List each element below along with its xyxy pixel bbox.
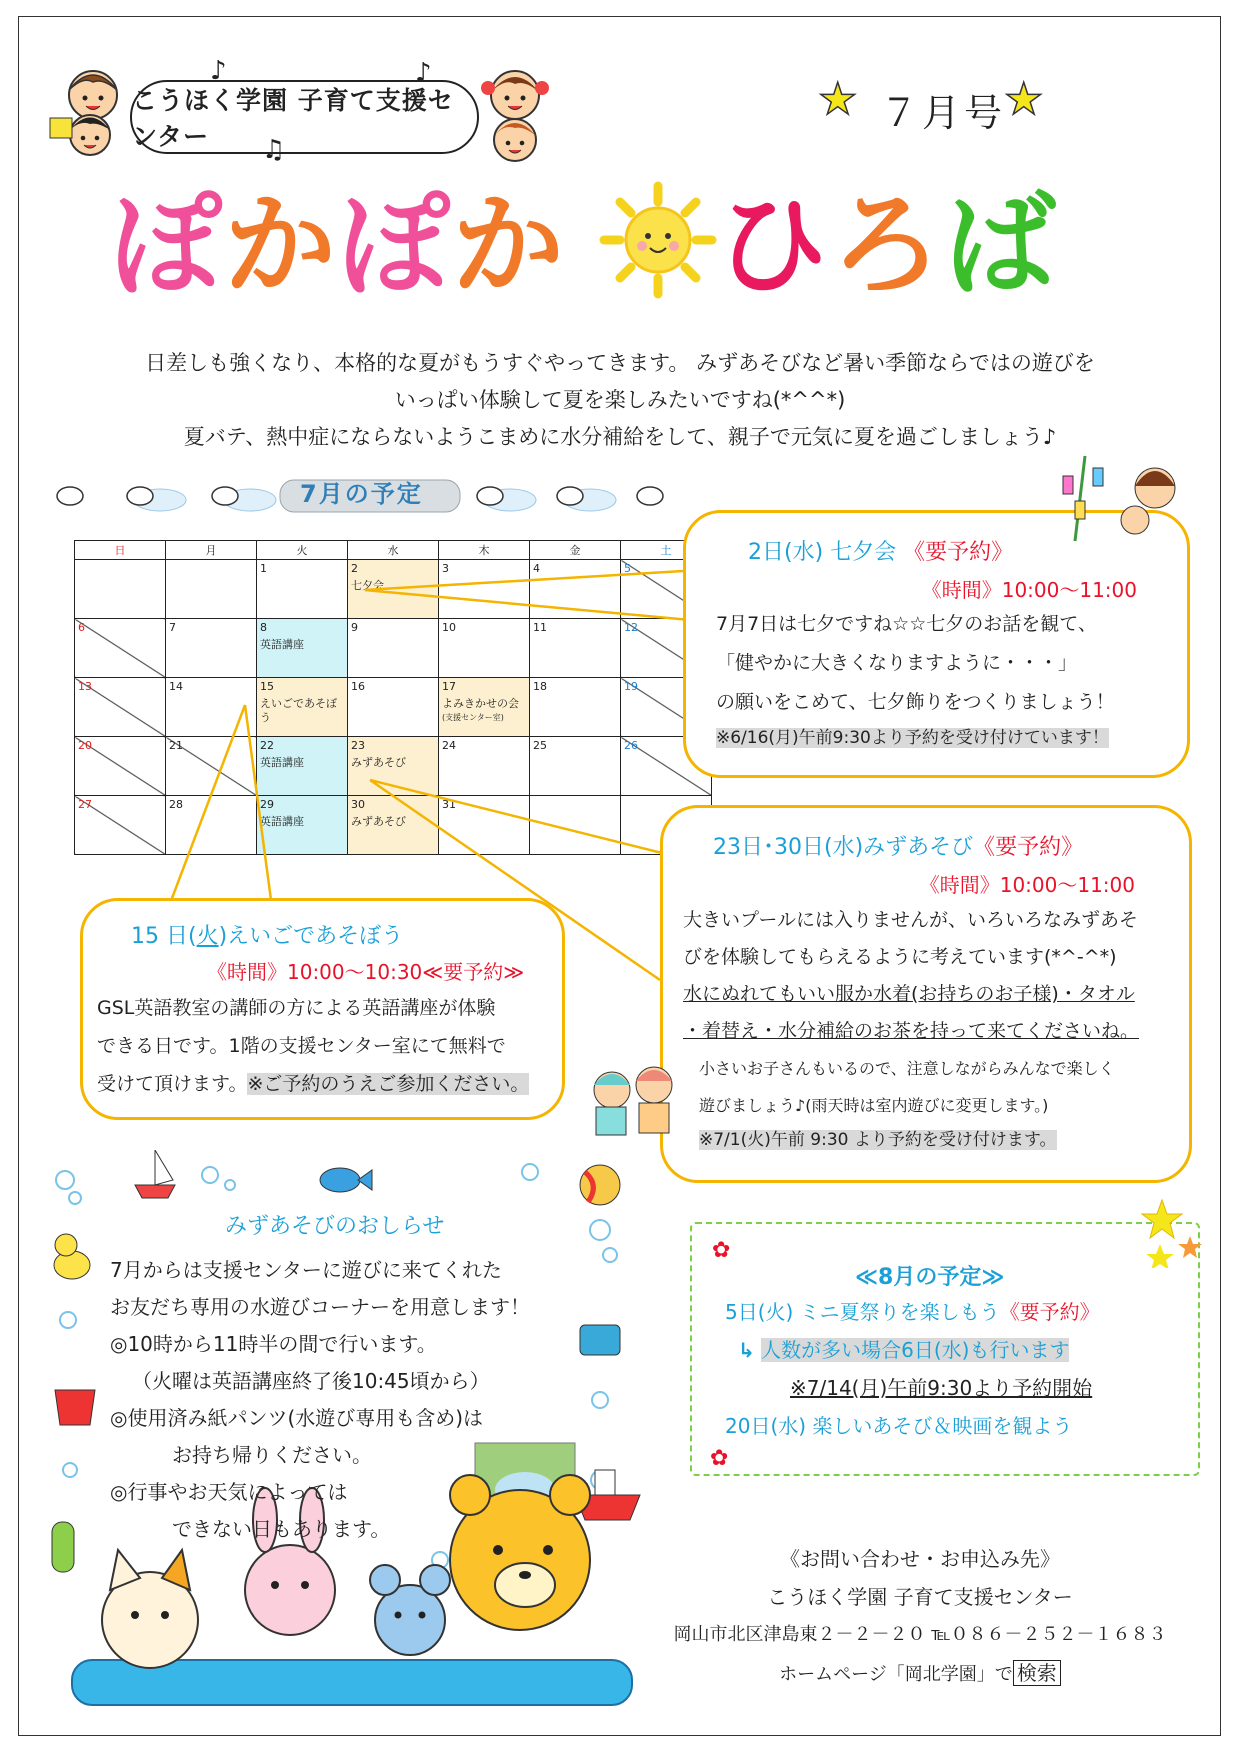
flower-icon: ✿ <box>710 1446 729 1471</box>
music-note-icon: ♪ <box>210 56 227 86</box>
day-event: よみきかせの会 <box>442 697 519 710</box>
day-number: 16 <box>351 680 365 693</box>
calendar-day-cell <box>530 560 621 619</box>
weekday-header: 金 <box>530 541 621 560</box>
calendar-day-cell <box>75 678 166 737</box>
day-event-sub: (支援センター室) <box>442 713 504 722</box>
weekday-header: 火 <box>257 541 348 560</box>
calendar-day-cell <box>439 737 530 796</box>
day-number: 21 <box>169 739 183 752</box>
calendar-day-cell <box>348 737 439 796</box>
homepage-text: ホームページ「岡北学園」で <box>779 1664 1013 1685</box>
weekday-header: 水 <box>348 541 439 560</box>
day-number: 23 <box>351 739 365 752</box>
star-icon: ★ <box>1004 74 1044 125</box>
calendar-day-cell <box>166 619 257 678</box>
calendar-day-cell <box>166 796 257 855</box>
calendar-day-cell <box>439 678 530 737</box>
calendar-day-cell <box>348 796 439 855</box>
day-number: 14 <box>169 680 183 693</box>
day-number: 26 <box>624 739 638 752</box>
day-number: 6 <box>78 621 85 634</box>
august-title: ≪8月の予定≫ <box>855 1265 1005 1290</box>
day-number: 19 <box>624 680 638 693</box>
day-event: みずあそび <box>351 815 406 828</box>
weekday-row <box>75 541 712 560</box>
turn-arrow-icon: ↳ <box>738 1338 755 1362</box>
calendar-body <box>75 560 712 855</box>
calendar-day-cell <box>166 560 257 619</box>
contact-org: こうほく学園 子育て支援センター <box>767 1585 1073 1609</box>
day-number: 27 <box>78 798 92 811</box>
english-note: ※ご予約のうえご参加ください。 <box>247 1073 530 1095</box>
tanabata-desc: 7月7日は七夕ですね☆☆七夕のお話を観て、 <box>716 613 1097 635</box>
tanabata-desc: 「健やかに大きくなりますように・・・」 <box>716 652 1078 674</box>
day-event: 英語講座 <box>260 756 304 769</box>
english-title-post: )えいごであそぼう <box>218 924 404 949</box>
english-event-box <box>80 898 565 1120</box>
english-time: 《時間》10:00～10:30 <box>207 960 423 984</box>
calendar-day-cell <box>348 560 439 619</box>
day-number: 29 <box>260 798 274 811</box>
day-number: 1 <box>260 562 267 575</box>
day-number: 2 <box>351 562 358 575</box>
calendar-week-row <box>75 678 712 737</box>
tanabata-event-box <box>683 510 1190 778</box>
calendar-day-cell <box>257 560 348 619</box>
calendar-day-cell <box>257 796 348 855</box>
day-number: 4 <box>533 562 540 575</box>
org-name: こうほく学園 子育て支援センター <box>132 86 454 151</box>
day-number: 8 <box>260 621 267 634</box>
title-char: ろ <box>830 181 944 311</box>
day-number: 31 <box>442 798 456 811</box>
august-item-1-text: 5日(火) ミニ夏祭りを楽しもう <box>725 1300 1000 1324</box>
calendar-day-cell <box>530 737 621 796</box>
water-time: 《時間》10:00～11:00 <box>919 873 1135 897</box>
org-name-bubble <box>130 80 479 154</box>
day-number: 7 <box>169 621 176 634</box>
english-title-pre: 15 日( <box>131 924 197 949</box>
calendar-day-cell <box>439 619 530 678</box>
august-item-1-sub-text: 人数が多い場合6日(水)も行います <box>761 1338 1070 1362</box>
day-number: 3 <box>442 562 449 575</box>
calendar-day-cell <box>75 796 166 855</box>
calendar-day-cell <box>257 619 348 678</box>
calendar-day-cell <box>75 619 166 678</box>
title-char: ぽ <box>110 181 224 311</box>
water-desc: 遊びましょう♪(雨天時は室内遊びに変更します。) <box>699 1096 1049 1115</box>
calendar-day-cell <box>257 678 348 737</box>
calendar-day-cell <box>439 560 530 619</box>
day-number: 17 <box>442 680 456 693</box>
contact-homepage <box>640 1654 1200 1694</box>
day-number: 13 <box>78 680 92 693</box>
calendar-week-row <box>75 619 712 678</box>
tanabata-title: 2日(水) 七夕会 <box>748 540 897 565</box>
weekday-header: 月 <box>166 541 257 560</box>
day-number: 20 <box>78 739 92 752</box>
tanabata-note: ※6/16(月)午前9:30より予約を受け付けています！ <box>716 728 1109 748</box>
title-char: ぽ <box>338 181 452 311</box>
day-event: えいごであそぼう <box>260 697 337 724</box>
title-char: ひ <box>716 181 830 311</box>
day-event: みずあそび <box>351 756 406 769</box>
day-number: 11 <box>533 621 547 634</box>
pool-notice-line: 7月からは支援センターに遊びに来てくれた <box>110 1258 502 1282</box>
english-desc: できる日です。1階の支援センター室にて無料で <box>97 1035 506 1057</box>
august-item-1-sub <box>738 1334 1069 1363</box>
intro-text <box>60 345 1180 456</box>
pool-notice-line: お友だち専用の水遊びコーナーを用意します！ <box>110 1295 530 1319</box>
tanabata-time: 《時間》10:00～11:00 <box>921 578 1137 602</box>
water-title: 23日･30日(水)みずあそび <box>713 835 974 860</box>
intro-line: 夏バテ、熱中症にならないようこまめに水分補給をして、親子で元気に夏を過ごしましょう♪ <box>183 425 1057 449</box>
water-note: ※7/1(火)午前 9:30 より予約を受け付けます。 <box>699 1130 1057 1150</box>
weekday-header: 土 <box>621 541 712 560</box>
issue-label: ７月号 <box>880 91 1007 135</box>
calendar-day-cell <box>75 560 166 619</box>
calendar-week-row <box>75 796 712 855</box>
music-note-icon: ♪ <box>415 58 432 88</box>
calendar-week-row <box>75 737 712 796</box>
english-reserve: ≪要予約≫ <box>422 960 525 984</box>
tanabata-illustration <box>1045 446 1185 546</box>
water-reserve: 《要予約》 <box>973 835 1084 860</box>
water-desc: 小さいお子さんもいるので、注意しながらみんなで楽しく <box>699 1059 1115 1078</box>
weekday-header: 日 <box>75 541 166 560</box>
contact-address: 岡山市北区津島東２－２－２０ ℡０８６－２５２－１６８３ <box>673 1624 1167 1645</box>
english-desc: 受けて頂けます。 <box>97 1073 248 1095</box>
contact-info <box>640 1540 1200 1694</box>
day-number: 9 <box>351 621 358 634</box>
day-number: 15 <box>260 680 274 693</box>
tanabata-desc: の願いをこめて、七夕飾りをつくりましょう！ <box>716 691 1115 713</box>
title-char: か <box>224 181 338 311</box>
day-number: 12 <box>624 621 638 634</box>
calendar-day-cell <box>257 737 348 796</box>
flower-icon: ✿ <box>712 1238 731 1263</box>
title-char: ば <box>944 181 1058 311</box>
english-title-day: 火 <box>196 924 219 949</box>
water-play-event-box <box>660 805 1192 1183</box>
pool-notice-line: ◎10時から11時半の間で行います。 <box>110 1332 437 1356</box>
pool-notice-body <box>110 1252 530 1548</box>
day-number: 18 <box>533 680 547 693</box>
calendar-day-cell <box>530 796 621 855</box>
calendar-day-cell <box>348 678 439 737</box>
day-number: 25 <box>533 739 547 752</box>
day-number: 10 <box>442 621 456 634</box>
calendar-day-cell <box>530 678 621 737</box>
day-number: 28 <box>169 798 183 811</box>
pool-notice-title: みずあそびのおしらせ <box>225 1214 445 1239</box>
calendar-day-cell <box>75 737 166 796</box>
newsletter-title <box>110 181 1058 311</box>
weekday-header: 木 <box>439 541 530 560</box>
kids-water-illustration <box>584 1055 684 1145</box>
day-event: 英語講座 <box>260 638 304 651</box>
day-event: 七夕会 <box>351 579 384 592</box>
water-desc: ・着替え・水分補給のお茶を持って来てくださいね。 <box>683 1020 1140 1042</box>
search-button[interactable]: 検索 <box>1013 1660 1061 1686</box>
sun-icon <box>598 180 718 300</box>
calendar-day-cell <box>166 737 257 796</box>
august-item-1-reserve: 《要予約》 <box>999 1300 1100 1324</box>
calendar-day-cell <box>439 796 530 855</box>
water-title-line <box>713 830 1175 861</box>
pool-notice-line: できない日もあります。 <box>172 1517 391 1541</box>
water-desc: 水にぬれてもいい服か水着(お持ちのお子様)・タオル <box>683 983 1135 1005</box>
august-item-2: 20日(水) 楽しいあそび＆映画を観よう <box>725 1414 1073 1438</box>
kids-left-illustration <box>48 60 138 160</box>
pool-notice-line: ◎行事やお天気によっては <box>110 1480 348 1504</box>
day-number: 5 <box>624 562 631 575</box>
kids-right-illustration <box>470 60 560 170</box>
english-desc: GSL英語教室の講師の方による英語講座が体験 <box>97 997 496 1019</box>
music-note-icon: ♫ <box>262 135 286 165</box>
star-icon: ★ <box>818 74 858 125</box>
day-number: 22 <box>260 739 274 752</box>
calendar-day-cell <box>530 619 621 678</box>
july-calendar <box>74 540 712 855</box>
water-desc: びを体験してもらえるように考えています(*^-^*) <box>683 946 1117 968</box>
contact-heading: 《お問い合わせ・お申込み先》 <box>780 1547 1060 1571</box>
pool-notice-line: （火曜は英語講座終了後10:45頃から） <box>132 1369 490 1393</box>
pool-notice-line: お持ち帰りください。 <box>172 1443 372 1467</box>
pool-notice-line: ◎使用済み紙パンツ(水遊び専用も含め)は <box>110 1406 484 1430</box>
english-desc-last <box>97 1065 548 1103</box>
intro-line: いっぱい体験して夏を楽しみたいですね(*^^*) <box>394 388 846 412</box>
august-item-1-note: ※7/14(月)午前9:30より予約開始 <box>790 1376 1093 1400</box>
day-number: 24 <box>442 739 456 752</box>
calendar-day-cell <box>166 678 257 737</box>
title-char: か <box>452 181 566 311</box>
day-event: 英語講座 <box>260 815 304 828</box>
calendar-day-cell <box>348 619 439 678</box>
august-item-1 <box>725 1296 1100 1325</box>
day-number: 30 <box>351 798 365 811</box>
water-desc: 大きいプールには入りませんが、いろいろなみずあそ <box>683 909 1139 931</box>
intro-line: 日差しも強くなり、本格的な夏がもうすぐやってきます。 みずあそびなど暑い季節ならではの遊びを <box>145 351 1095 375</box>
calendar-week-row <box>75 560 712 619</box>
tanabata-reserve: 《要予約》 <box>903 540 1014 565</box>
stars-decoration <box>1140 1198 1210 1268</box>
english-time-line <box>207 956 548 985</box>
calendar-heading: 7月の予定 <box>300 480 423 508</box>
english-title <box>131 919 548 950</box>
